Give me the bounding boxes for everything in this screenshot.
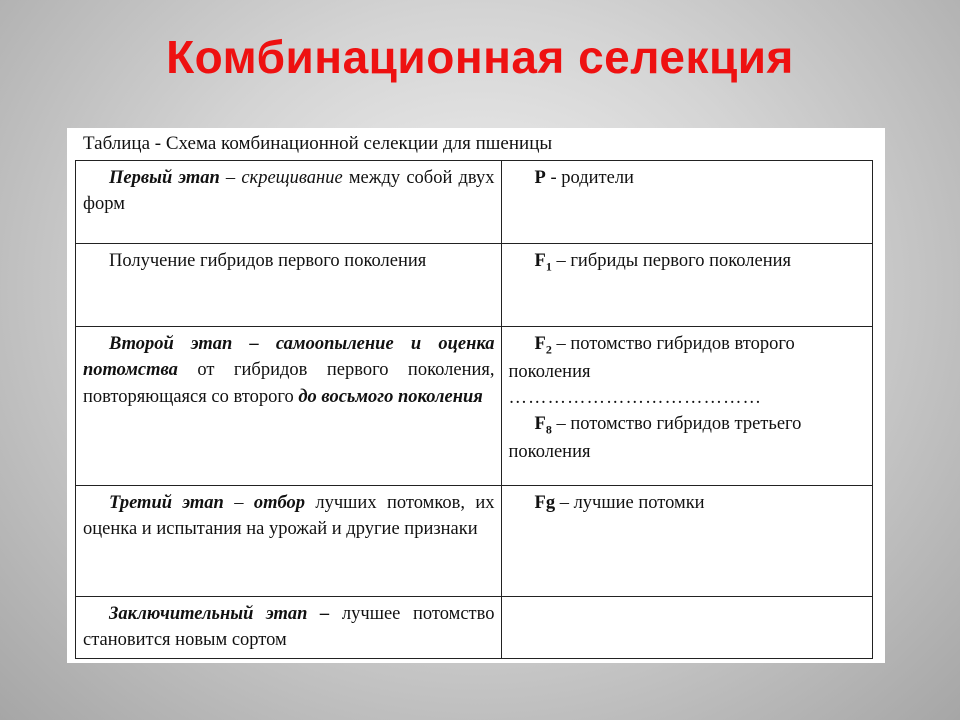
generation-cell: $F_2$ – потомство гибридов второго поколения ………………………………… $F_8$ – потомство гибридов третьего поколения [501,327,872,486]
generation-cell: $F_1$ – гибриды первого поколения [501,244,872,327]
stage-cell: Заключительный этап – лучшее потомство становится новым сортом [76,597,502,659]
scanned-table-image [67,128,885,663]
generation-symbol: F [534,251,546,271]
stage-cell: Первый этап – скрещивание между собой двух форм [76,161,502,244]
table-row [76,486,873,597]
table-row [76,161,873,244]
table-row [76,597,873,659]
generation-symbol: Р [534,168,546,188]
stage-name: Третий этап [109,493,224,513]
generation-symbol: F [534,414,546,435]
generation-cell: Fg – лучшие потомки [501,486,872,597]
stage-action: скрещивание [241,168,343,188]
table-row [76,244,873,327]
stage-name: Второй этап – самоопыление и оценка потомства [83,334,495,381]
generation-symbol: Fg [534,493,556,513]
stage-cell: Второй этап – самоопыление и оценка потомства от гибридов первого поколения, повторяющаяся со второго до восьмого поколения [76,327,502,486]
stage-name: Заключительный этап – [109,604,330,624]
generation-cell [501,597,872,659]
table-row [76,327,873,486]
stage-cell: Получение гибридов первого поколения [76,244,502,327]
selection-scheme-table [75,160,873,659]
ellipsis-line: ………………………………… [508,387,763,408]
generation-cell: Р - родители [501,161,872,244]
slide-title: Комбинационная селекция [166,31,794,83]
table-caption: Таблица - Схема комбинационной селекции для пшеницы [83,133,553,154]
generation-symbol: F [534,334,546,354]
stage-cell: Третий этап – отбор лучших потомков, их оценка и испытания на урожай и другие признаки [76,486,502,597]
stage-name: Первый этап [109,168,220,188]
